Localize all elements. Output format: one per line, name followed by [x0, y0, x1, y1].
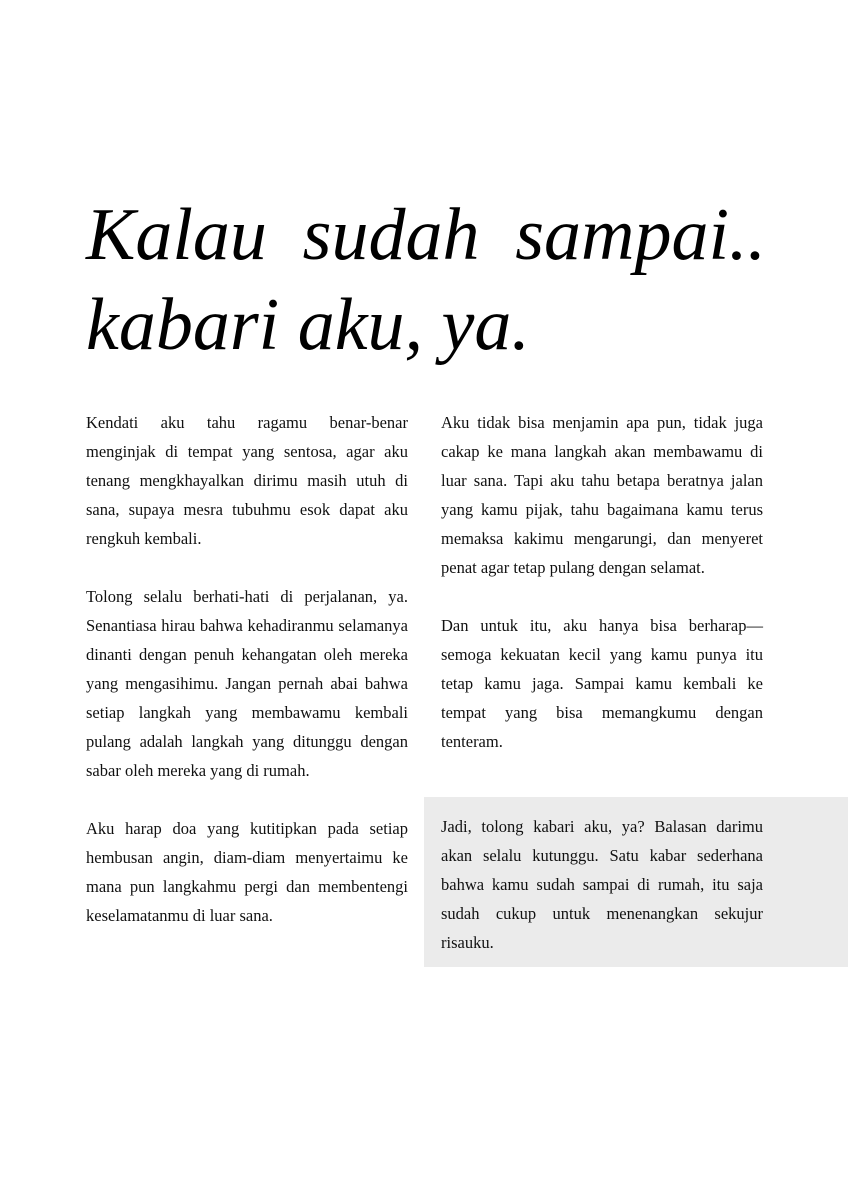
title-line-1: Kalau sudah sampai.. — [86, 194, 766, 276]
left-paragraph-2: Tolong selalu berhati-hati di perjalanan, ya. Senantiasa hirau bahwa kehadiranmu selamanya dinanti dengan penuh kehangatan oleh mereka yang mengasihimu. Jangan pernah abai bahwa setiap langkah yang membawamu kembali pulang adalah langkah yang ditunggu dengan sabar oleh mereka yang di rumah. — [86, 587, 408, 780]
highlight-paragraph: Jadi, tolong kabari aku, ya? Balasan darimu akan selalu kutunggu. Satu kabar sederhana bahwa kamu sudah sampai di rumah, itu saja sudah cukup untuk menenangkan sekujur risauku. — [441, 817, 763, 952]
highlight-box — [424, 797, 848, 967]
right-column — [441, 408, 763, 785]
right-paragraph-2: Dan untuk itu, aku hanya bisa berharap—semoga kekuatan kecil yang kamu punya itu tetap kamu jaga. Sampai kamu kembali ke tempat yang bisa memangkumu dengan tenteram. — [441, 616, 763, 751]
title-line-2: kabari aku, ya. — [86, 284, 530, 366]
page-title — [86, 190, 766, 370]
right-paragraph-1: Aku tidak bisa menjamin apa pun, tidak juga cakap ke mana langkah akan membawamu di luar sana. Tapi aku tahu betapa beratnya jalan yang kamu pijak, tahu bagaimana kamu terus memaksa kakimu mengarungi, dan menyeret penat agar tetap pulang dengan selamat. — [441, 413, 763, 577]
left-paragraph-1: Kendati aku tahu ragamu benar-benar menginjak di tempat yang sentosa, agar aku tenang mengkhayalkan dirimu masih utuh di sana, supaya mesra tubuhmu esok dapat aku rengkuh kembali. — [86, 413, 408, 548]
left-column — [86, 408, 408, 959]
left-paragraph-3: Aku harap doa yang kutitipkan pada setiap hembusan angin, diam-diam menyertaimu ke mana pun langkahmu pergi dan membentengi keselamatanmu di luar sana. — [86, 819, 408, 925]
